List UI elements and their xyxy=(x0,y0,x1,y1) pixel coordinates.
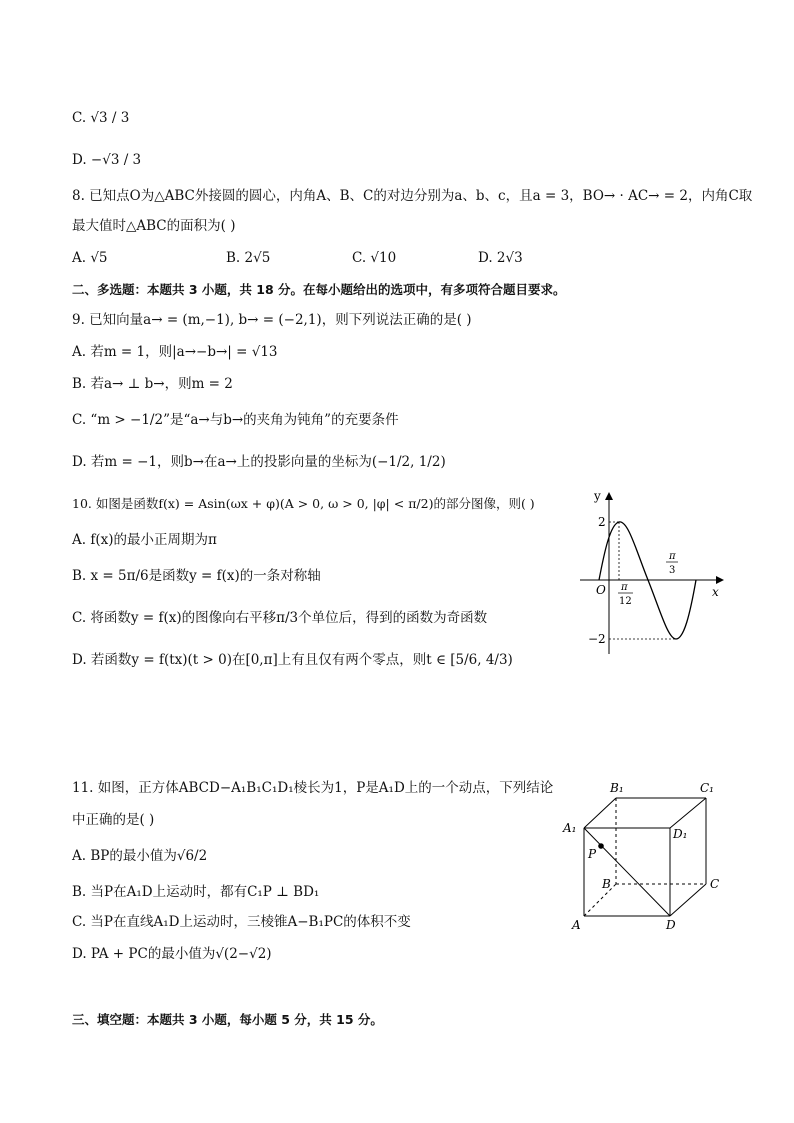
label-d1: D₁ xyxy=(673,827,688,841)
q10-option-c: C. 将函数y = f(x)的图像向右平移π/3个单位后，得到的函数为奇函数 xyxy=(72,610,488,626)
q11-option-b: B. 当P在A₁D上运动时，都有C₁P ⊥ BD₁ xyxy=(72,884,320,900)
tick-pi3-numerator: π xyxy=(669,551,676,562)
q10-option-d: D. 若函数y = f(tx)(t > 0)在[0,π]上有且仅有两个零点，则t ∈ [5/6, 4/3) xyxy=(72,652,513,668)
q8-option-a: A. √5 xyxy=(72,250,108,266)
q8-stem-line1: 8. 已知点O为△ABC外接圆的圆心，内角A、B、C的对边分别为a、b、c，且a = 3，BO→ · AC→ = 2，内角C取 xyxy=(72,188,753,204)
q9-option-a: A. 若m = 1，则|a→−b→| = √13 xyxy=(72,344,278,360)
label-c: C xyxy=(710,877,720,891)
q11-option-a: A. BP的最小值为√6/2 xyxy=(72,848,208,864)
edge-c1-d1 xyxy=(670,798,706,828)
origin-label: O xyxy=(596,583,606,597)
q7-option-d: D. −√3 / 3 xyxy=(72,152,142,168)
section-3-heading: 三、填空题：本题共 3 小题，每小题 5 分，共 15 分。 xyxy=(72,1012,383,1027)
edge-c-d xyxy=(670,884,706,916)
label-c1: C₁ xyxy=(700,781,714,795)
tick-pi12-numerator: π xyxy=(621,582,628,593)
label-p: P xyxy=(588,847,597,861)
label-a1: A₁ xyxy=(563,821,577,835)
q9-stem: 9. 已知向量a→ = (m,−1), b→ = (−2,1)，则下列说法正确的是( ) xyxy=(72,312,472,328)
q10-option-b: B. x = 5π/6是函数y = f(x)的一条对称轴 xyxy=(72,568,321,584)
q11-option-d: D. PA + PC的最小值为√(2−√2) xyxy=(72,946,272,962)
q8-option-b: B. 2√5 xyxy=(226,250,271,266)
edge-a1-b1 xyxy=(584,798,616,828)
max-value-label: 2 xyxy=(598,515,606,529)
x-axis-arrow xyxy=(716,576,724,584)
q8-option-d: D. 2√3 xyxy=(478,250,523,266)
tick-pi3-denominator: 3 xyxy=(669,565,676,576)
q11-option-c: C. 当P在直线A₁D上运动时，三棱锥A−B₁PC的体积不变 xyxy=(72,914,411,930)
q11-stem-line2: 中正确的是( ) xyxy=(72,812,155,828)
q10-stem: 10. 如图是函数f(x) = Asin(ωx + φ)(A > 0, ω > 0, |φ| < π/2)的部分图像，则( ) xyxy=(72,496,535,511)
q8-stem-line2: 最大值时△ABC的面积为( ) xyxy=(72,218,236,234)
label-d: D xyxy=(666,918,676,932)
q7-option-c: C. √3 / 3 xyxy=(72,110,130,126)
label-a: A xyxy=(572,918,581,932)
q8-option-c: C. √10 xyxy=(352,250,397,266)
tick-pi12-denominator: 12 xyxy=(619,596,632,607)
cube-diagram xyxy=(560,776,730,936)
min-value-label: −2 xyxy=(588,632,606,646)
q9-option-b: B. 若a→ ⊥ b→，则m = 2 xyxy=(72,376,233,392)
q10-option-a: A. f(x)的最小正周期为π xyxy=(72,532,217,548)
point-p xyxy=(598,843,604,849)
y-axis-arrow xyxy=(605,492,613,500)
q9-option-c: C. “m > −1/2”是“a→与b→的夹角为钝角”的充要条件 xyxy=(72,412,399,428)
x-axis-label: x xyxy=(712,585,719,599)
hidden-edge-a-b xyxy=(584,884,616,916)
label-b: B xyxy=(602,877,611,891)
sine-graph xyxy=(572,484,732,659)
label-b1: B₁ xyxy=(610,781,624,795)
q11-stem-line1: 11. 如图，正方体ABCD−A₁B₁C₁D₁棱长为1，P是A₁D上的一个动点，下列结论 xyxy=(72,780,554,796)
section-2-heading: 二、多选题：本题共 3 小题，共 18 分。在每小题给出的选项中，有多项符合题目要求。 xyxy=(72,282,566,297)
q9-option-d: D. 若m = −1，则b→在a→上的投影向量的坐标为(−1/2, 1/2) xyxy=(72,454,446,470)
y-axis-label: y xyxy=(594,489,601,503)
